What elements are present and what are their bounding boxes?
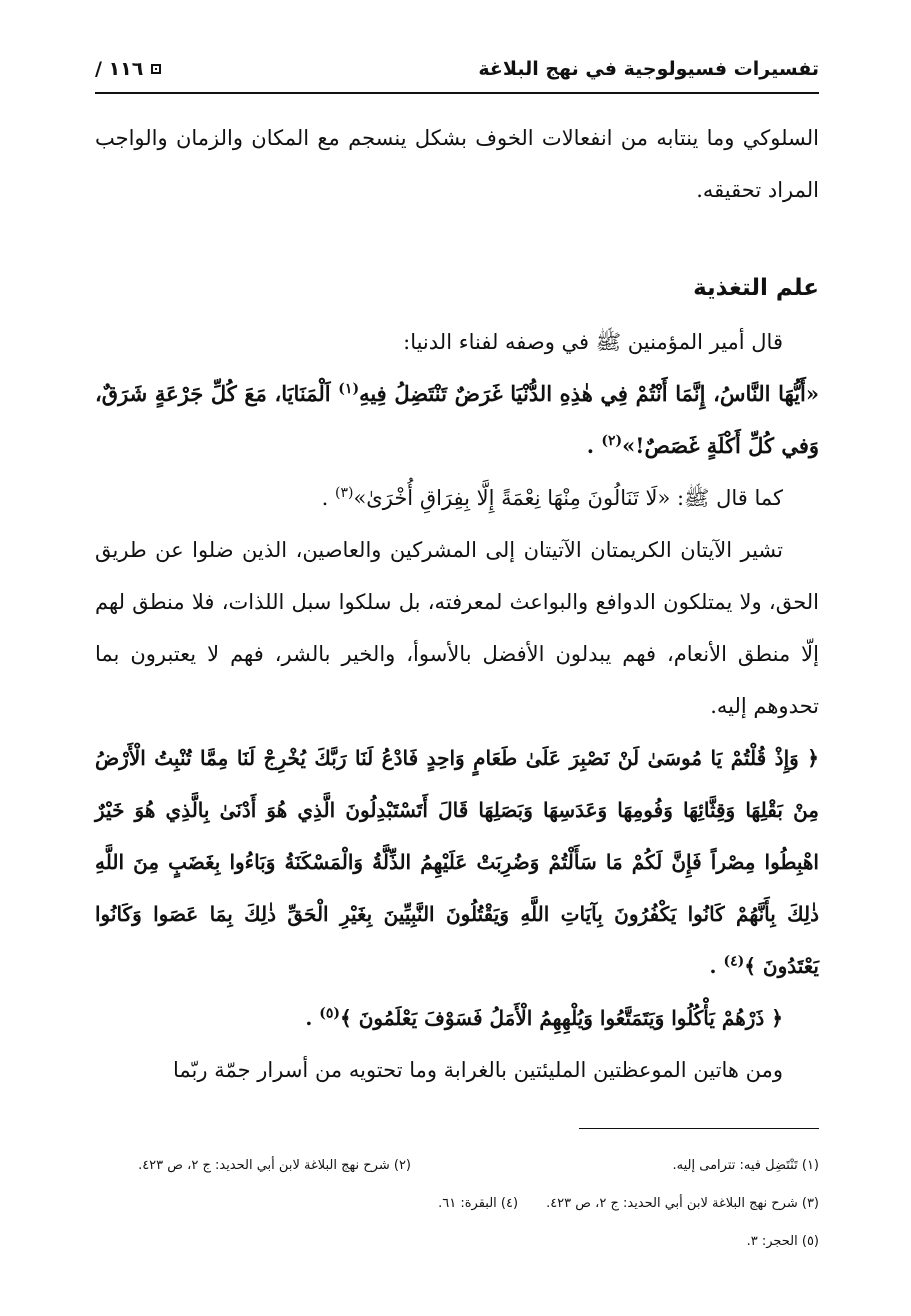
- sermon-quote: [95, 368, 819, 472]
- verse-1-text: ﴿ وَإِذْ قُلْتُمْ يَا مُوسَىٰ لَنْ نَصْبِرَ عَلَىٰ طَعَامٍ وَاحِدٍ فَادْعُ لَنَا رَبَّكَ يُخْرِجْ لَنَا مِمَّا تُنْبِتُ الْأَرْضُ مِنْ بَقْلِهَا وَقِثَّائِهَا وَفُومِهَا وَعَدَسِهَا وَبَصَلِهَا قَالَ أَتَسْتَبْدِلُونَ الَّذِي هُوَ أَدْنَىٰ بِالَّذِي هُوَ خَيْرٌ اهْبِطُوا مِصْراً فَإِنَّ لَكُمْ مَا سَأَلْتُمْ وَضُرِبَتْ عَلَيْهِمُ الذِّلَّةُ وَالْمَسْكَنَةُ وَبَاءُوا بِغَضَبٍ مِنَ اللَّهِ ذٰلِكَ بِأَنَّهُمْ كَانُوا يَكْفُرُونَ بِآيَاتِ اللَّهِ وَيَقْتُلُونَ النَّبِيِّينَ بِغَيْرِ الْحَقِّ ذٰلِكَ بِمَا عَصَوا وَكَانُوا يَعْتَدُونَ ﴾: [95, 746, 819, 978]
- second-quote-end: .: [321, 486, 335, 510]
- verse-2-text: ﴿ ذَرْهُمْ يَأْكُلُوا وَيَتَمَتَّعُوا وَيُلْهِهِمُ الْأَمَلُ فَسَوْفَ يَعْلَمُونَ ﴾: [340, 1006, 783, 1030]
- running-title: تفسيرات فسيولوجية في نهج البلاغة: [478, 58, 819, 80]
- footnote-4: (٤) البقرة: ٦١.: [438, 1195, 519, 1211]
- footnote-ref-3: (٣): [334, 485, 354, 501]
- footnote-row-2: [95, 1184, 819, 1222]
- footnotes: [95, 1146, 819, 1260]
- footnote-ref-2: (٢): [601, 433, 623, 449]
- paragraph-intro: قال أمير المؤمنين ﷺ في وصفه لفناء الدنيا:: [403, 330, 783, 354]
- header-divider: [95, 92, 819, 94]
- verse-2-end: .: [305, 1006, 320, 1030]
- footnote-2: (٢) شرح نهج البلاغة لابن أبي الحديد: ج ٢، ص ٤٢٣.: [138, 1157, 411, 1173]
- footnote-1: (١) تَنْتَضِل فيه: تترامى إليه.: [672, 1157, 819, 1173]
- square-bullet-icon: [151, 64, 161, 74]
- footnote-3: (٣) شرح نهج البلاغة لابن أبي الحديد: ج ٢، ص ٤٢٣.: [546, 1195, 819, 1211]
- section-heading: علم التغذية: [693, 275, 819, 301]
- second-quote-text: كما قال ﷺ: «لَا تَنَالُونَ مِنْهَا نِعْمَةً إِلَّا بِفِرَاقِ أُخْرَىٰ»: [353, 486, 783, 510]
- page-number-group: [95, 58, 161, 84]
- paragraph-second-quote: [95, 472, 819, 524]
- quran-verse-2: [95, 992, 819, 1044]
- page-number: ١١٦ /: [95, 58, 144, 80]
- running-header: [95, 44, 819, 84]
- footnote-row-3: [95, 1222, 819, 1260]
- footnote-divider: [579, 1128, 819, 1129]
- quote-text-b: اَلْمَنَايَا، مَعَ كُلِّ جَرْعَةٍ شَرَقٌ، وَفي كُلِّ أَكْلَةٍ غَصَصٌ!»: [95, 381, 819, 458]
- footnote-row-1: [95, 1146, 819, 1184]
- footnote-ref-4: (٤): [723, 953, 745, 970]
- paragraph-explanation: تشير الآيتان الكريمتان الآتيتان إلى المشركين والعاصين، الذين ضلوا عن طريق الحق، ولا يمتلكون الدوافع والبواعث لمعرفته، بل سلكوا سبل اللذات، فلا منطق لهم إلّا منطق الأنعام، فهم يبدلون الأفضل بالأسوأ، والخير بالشر، فهم لا يعتبرون بما تحدوهم إليه.: [95, 538, 819, 718]
- quran-verse-1: [95, 732, 819, 992]
- verse-1-end: .: [709, 954, 724, 978]
- paragraph-closing: ومن هاتين الموعظتين المليئتين بالغرابة وما تحتويه من أسرار جمّة ربّما: [173, 1058, 783, 1082]
- footnote-ref-5: (٥): [319, 1005, 341, 1022]
- quote-end: .: [586, 433, 602, 458]
- footnote-ref-1: (١): [338, 381, 360, 397]
- footnote-5: (٥) الحجر: ٣.: [746, 1233, 819, 1249]
- main-text: [95, 112, 819, 1096]
- quote-text-a: «أَيُّهَا النَّاسُ، إِنَّمَا أَنْتُمْ فِي هٰذِهِ الدُّنْيَا غَرَضٌ تَنْتَضِلُ فِيهِ: [359, 381, 820, 406]
- paragraph-continuation: السلوكي وما ينتابه من انفعالات الخوف بشكل ينسجم مع المكان والزمان والواجب المراد تحقيقه.: [95, 126, 819, 202]
